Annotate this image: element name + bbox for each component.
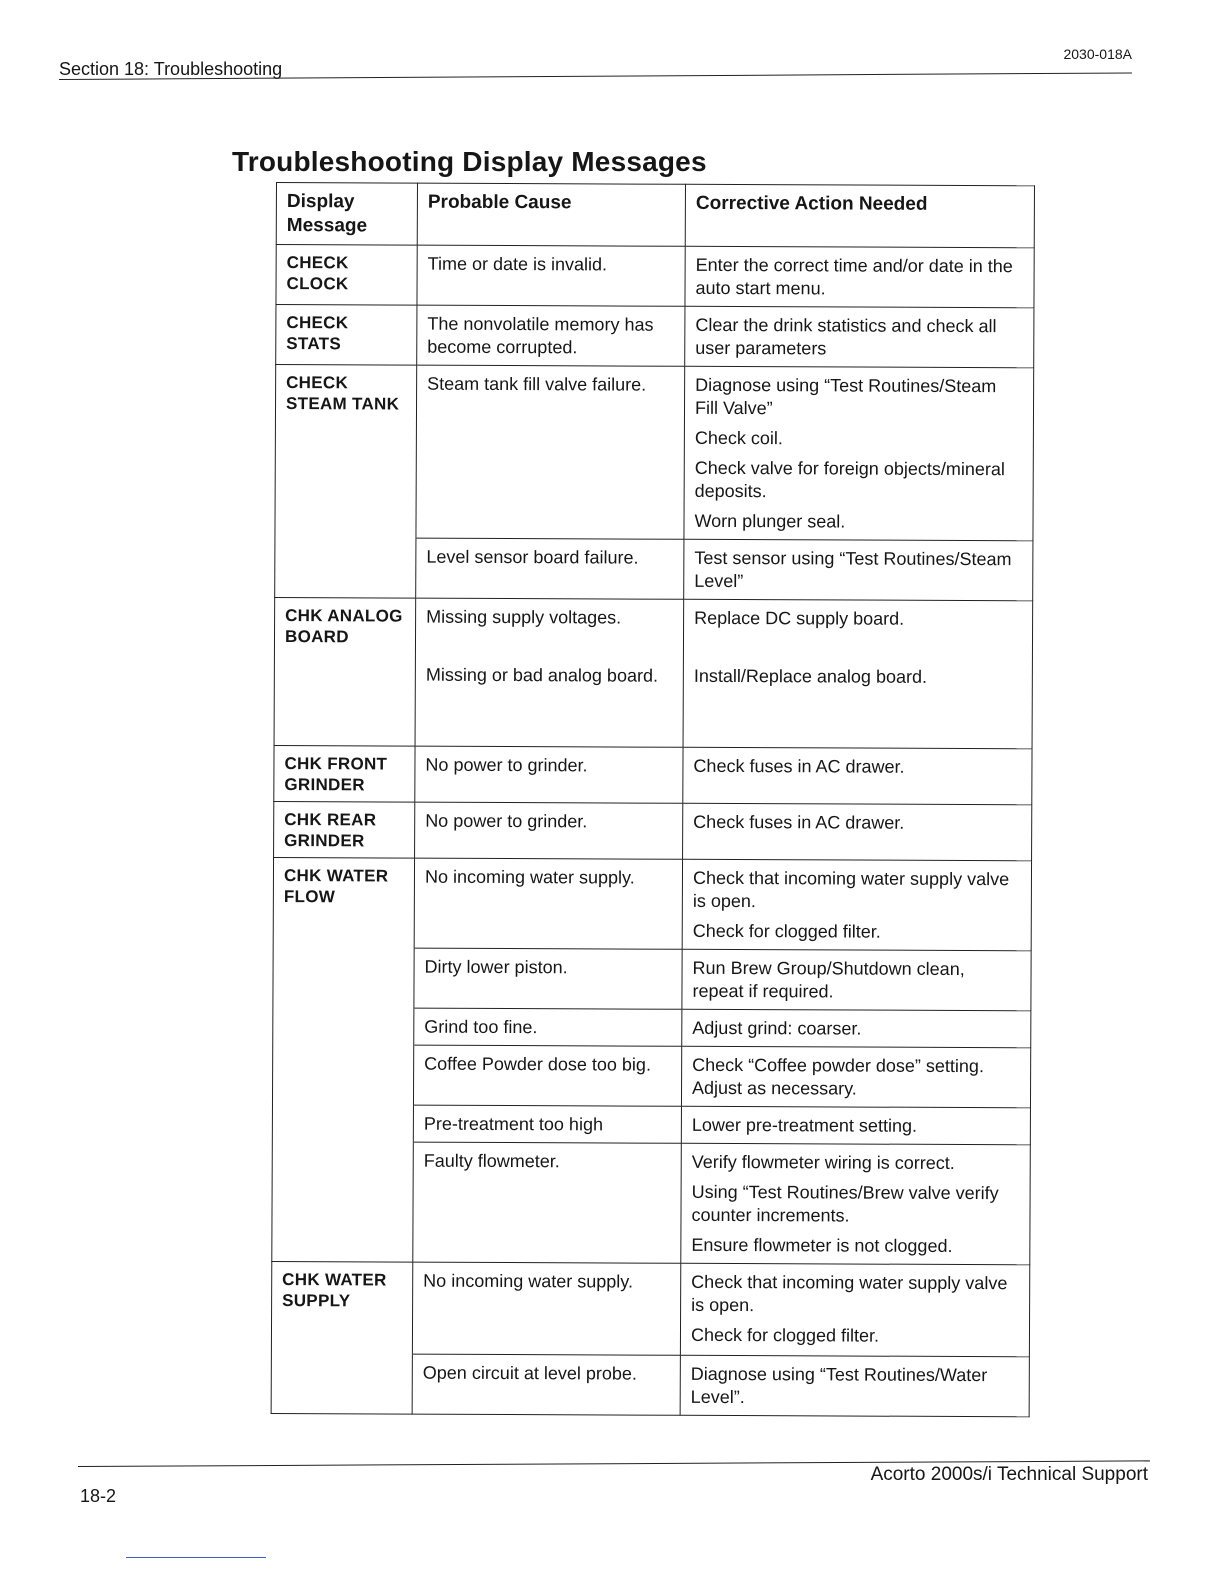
corrective-action-cell bbox=[681, 1106, 1030, 1145]
corrective-action-text: Diagnose using “Test Routines/Water Level”. bbox=[690, 1363, 988, 1408]
probable-cause-text: Missing supply voltages. bbox=[426, 606, 622, 628]
display-message-cell bbox=[273, 857, 414, 948]
corrective-action-text: Run Brew Group/Shutdown clean, repeat if required. bbox=[692, 957, 965, 1002]
display-message-line: STATS bbox=[286, 334, 342, 354]
display-message-line: SUPPLY bbox=[282, 1291, 351, 1311]
display-message-cell bbox=[275, 537, 416, 598]
probable-cause-cell bbox=[415, 746, 683, 803]
display-message-cell bbox=[276, 245, 417, 306]
probable-cause-text: The nonvolatile memory has become corrupted. bbox=[427, 313, 654, 358]
table-row bbox=[273, 947, 1031, 1010]
corrective-action-text: Enter the correct time and/or date in the auto start menu. bbox=[695, 254, 1013, 299]
display-message-cell bbox=[274, 745, 415, 802]
display-message-cell bbox=[276, 305, 417, 366]
corrective-action-text: Ensure flowmeter is not clogged. bbox=[691, 1234, 953, 1256]
probable-cause-cell bbox=[414, 858, 682, 949]
corrective-action-cell bbox=[685, 246, 1034, 308]
troubleshooting-table bbox=[271, 182, 1035, 1417]
corrective-action-cell bbox=[683, 803, 1032, 861]
corrective-action-cell bbox=[684, 366, 1034, 541]
display-message-cell bbox=[271, 1261, 412, 1354]
probable-cause-cell bbox=[416, 538, 684, 599]
table-row bbox=[274, 801, 1032, 860]
table-row bbox=[275, 365, 1034, 541]
probable-cause-cell bbox=[412, 1354, 680, 1415]
corrective-action-cell bbox=[681, 1143, 1031, 1265]
corrective-action-cell bbox=[682, 1009, 1031, 1048]
probable-cause-cell bbox=[417, 245, 685, 306]
corrective-action-text: Check fuses in AC drawer. bbox=[693, 755, 905, 777]
display-message-cell bbox=[272, 1044, 413, 1105]
corrective-action-text: Replace DC supply board. bbox=[694, 607, 905, 629]
display-message-line: CHK WATER bbox=[282, 1270, 387, 1290]
column-header-corrective-action: Corrective Action Needed bbox=[685, 184, 1034, 248]
table-row bbox=[273, 857, 1031, 950]
display-message-line: FLOW bbox=[283, 887, 336, 907]
corrective-action-text: Diagnose using “Test Routines/Steam Fill Valve” bbox=[694, 374, 997, 419]
probable-cause-cell bbox=[417, 305, 685, 366]
scan-artifact-line bbox=[126, 1557, 266, 1558]
page-number: 18-2 bbox=[80, 1486, 117, 1506]
display-message-cell bbox=[274, 597, 416, 746]
table-row bbox=[275, 537, 1033, 600]
display-message-line: CHK FRONT bbox=[284, 754, 388, 774]
probable-cause-text: Dirty lower piston. bbox=[424, 956, 568, 978]
corrective-action-text: Check valve for foreign objects/mineral deposits. bbox=[694, 457, 1005, 502]
display-message-line: CHECK bbox=[286, 313, 349, 333]
corrective-action-cell bbox=[680, 1263, 1029, 1357]
probable-cause-cell bbox=[414, 948, 682, 1009]
corrective-action-text: Install/Replace analog board. bbox=[693, 665, 928, 687]
table-row bbox=[272, 1141, 1031, 1264]
corrective-action-text: Verify flowmeter wiring is correct. bbox=[691, 1151, 955, 1173]
corrective-action-text: Check fuses in AC drawer. bbox=[693, 811, 905, 833]
corrective-action-cell bbox=[683, 747, 1032, 805]
display-message-cell bbox=[275, 365, 417, 539]
table-row bbox=[276, 305, 1034, 368]
corrective-action-cell bbox=[682, 949, 1031, 1011]
column-header-probable-cause: Probable Cause bbox=[417, 183, 685, 246]
display-message-line: GRINDER bbox=[284, 775, 365, 795]
table-row bbox=[274, 597, 1033, 748]
table-row bbox=[273, 1007, 1031, 1047]
page-title: Troubleshooting Display Messages bbox=[232, 146, 707, 177]
display-message-line: GRINDER bbox=[284, 831, 365, 851]
probable-cause-text: Pre-treatment too high bbox=[423, 1113, 604, 1135]
table-row bbox=[271, 1353, 1029, 1416]
probable-cause-cell bbox=[412, 1262, 680, 1355]
probable-cause-cell bbox=[413, 1142, 682, 1263]
probable-cause-text: Coffee Powder dose too big. bbox=[424, 1053, 652, 1075]
display-message-line: CHECK bbox=[286, 253, 349, 273]
probable-cause-text: Grind too fine. bbox=[424, 1016, 538, 1038]
display-message-cell bbox=[273, 1007, 414, 1045]
probable-cause-text: Open circuit at level probe. bbox=[422, 1362, 637, 1384]
display-message-line: BOARD bbox=[284, 627, 349, 647]
probable-cause-cell bbox=[414, 1008, 682, 1046]
troubleshooting-table-container bbox=[271, 182, 1034, 1417]
table-row bbox=[274, 745, 1032, 804]
probable-cause-text: Time or date is invalid. bbox=[427, 253, 608, 275]
probable-cause-text: Faulty flowmeter. bbox=[423, 1150, 560, 1172]
corrective-action-text: Clear the drink statistics and check all user parameters bbox=[695, 314, 997, 359]
display-message-cell bbox=[272, 1141, 414, 1262]
corrective-action-text: Test sensor using “Test Routines/Steam Level” bbox=[694, 547, 1012, 592]
corrective-action-cell bbox=[684, 539, 1033, 601]
probable-cause-cell bbox=[413, 1105, 681, 1143]
document-number: 2030-018A bbox=[1063, 46, 1132, 62]
corrective-action-text: Check for clogged filter. bbox=[690, 1324, 880, 1346]
probable-cause-text: Missing or bad analog board. bbox=[425, 664, 659, 686]
probable-cause-cell bbox=[415, 802, 683, 859]
table-row bbox=[272, 1044, 1030, 1107]
display-message-cell bbox=[272, 1104, 413, 1142]
probable-cause-text: No incoming water supply. bbox=[424, 866, 635, 888]
table-row bbox=[276, 245, 1034, 308]
probable-cause-cell bbox=[415, 598, 684, 747]
corrective-action-text: Using “Test Routines/Brew valve verify counter increments. bbox=[691, 1181, 999, 1226]
display-message-cell bbox=[271, 1353, 412, 1414]
corrective-action-text: Check coil. bbox=[694, 427, 783, 449]
probable-cause-text: No incoming water supply. bbox=[423, 1270, 634, 1292]
corrective-action-text: Worn plunger seal. bbox=[694, 510, 846, 532]
corrective-action-text: Check “Coffee powder dose” setting. Adjust as necessary. bbox=[692, 1054, 985, 1099]
display-message-line: CHK REAR bbox=[284, 810, 377, 830]
probable-cause-cell bbox=[413, 1045, 681, 1106]
section-header: Section 18: Troubleshooting bbox=[59, 59, 283, 79]
corrective-action-text: Check that incoming water supply valve is open. bbox=[691, 1271, 1008, 1316]
corrective-action-cell bbox=[681, 1046, 1030, 1108]
column-header-display-message: Display Message bbox=[276, 183, 417, 246]
probable-cause-text: No power to grinder. bbox=[425, 754, 588, 776]
table-row bbox=[272, 1104, 1030, 1144]
corrective-action-cell bbox=[682, 859, 1031, 951]
corrective-action-text: Check that incoming water supply valve is open. bbox=[692, 867, 1010, 912]
display-message-cell bbox=[274, 801, 415, 858]
probable-cause-text: Steam tank fill valve failure. bbox=[427, 373, 647, 395]
probable-cause-cell bbox=[416, 365, 685, 539]
display-message-line: STEAM TANK bbox=[285, 394, 400, 414]
corrective-action-text: Lower pre-treatment setting. bbox=[691, 1114, 918, 1136]
display-message-line: CHK WATER bbox=[283, 866, 389, 886]
table-body bbox=[271, 245, 1034, 1417]
table-header-row bbox=[276, 183, 1034, 248]
display-message-line: CHK ANALOG bbox=[285, 606, 403, 626]
display-message-line: CHECK bbox=[286, 373, 349, 393]
footer-product: Acorto 2000s/i Technical Support bbox=[870, 1464, 1148, 1485]
probable-cause-text: Level sensor board failure. bbox=[426, 546, 639, 568]
probable-cause-text: No power to grinder. bbox=[425, 810, 588, 832]
corrective-action-cell bbox=[680, 1355, 1029, 1417]
table-row bbox=[271, 1261, 1029, 1356]
corrective-action-cell bbox=[685, 306, 1034, 368]
corrective-action-cell bbox=[683, 599, 1033, 749]
corrective-action-text: Adjust grind: coarser. bbox=[692, 1017, 862, 1039]
corrective-action-text: Check for clogged filter. bbox=[692, 920, 881, 942]
display-message-cell bbox=[273, 947, 414, 1008]
display-message-line: CLOCK bbox=[286, 274, 349, 294]
